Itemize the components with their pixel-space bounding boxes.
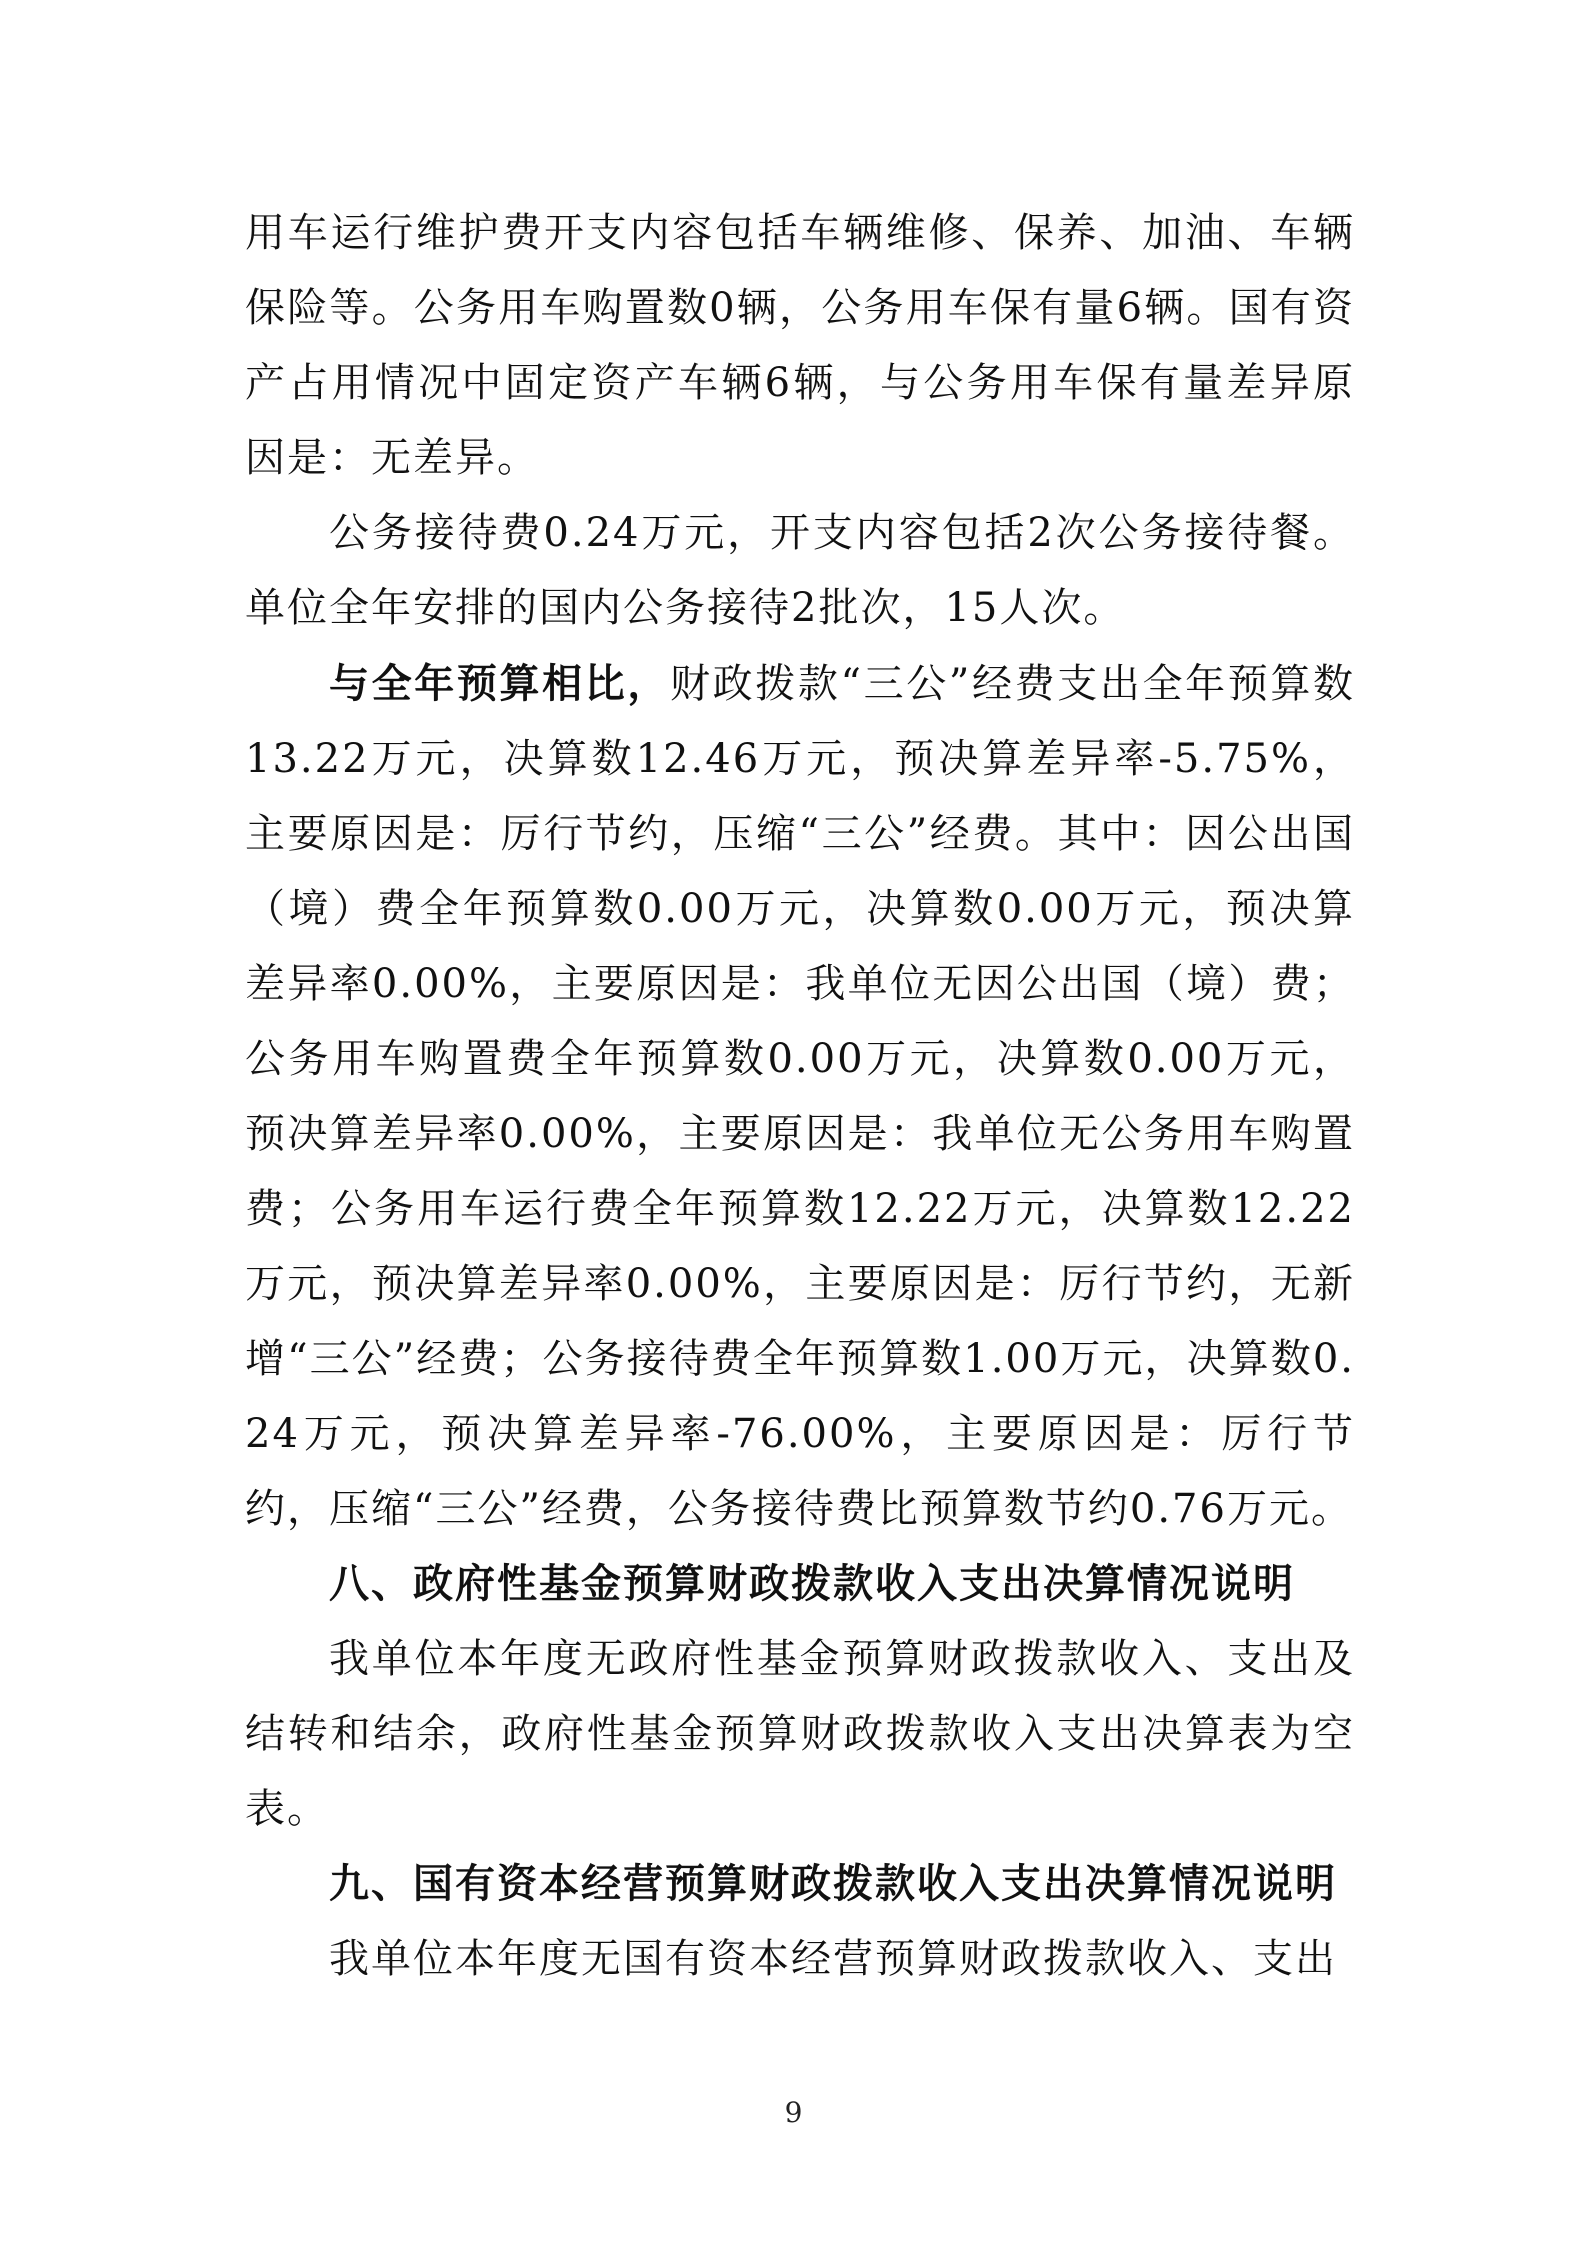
paragraph-vehicle-maintenance: 用车运行维护费开支内容包括车辆维修、保养、加油、车辆保险等。公务用车购置数0辆，公务用车保有量6辆。国有资产占用情况中固定资产车辆6辆，与公务用车保有量差异原因是：无差异。 <box>245 210 1355 481</box>
paragraph-budget-comparison-body: 财政拨款“三公”经费支出全年预算数13.22万元，决算数12.46万元，预决算差异率-5.75%，主要原因是：厉行节约，压缩“三公”经费。其中：因公出国（境）费全年预算数0.00万元，决算数0.00万元，预决算差异率0.00%，主要原因是：我单位无因公出国（境）费；公务用车购置费全年预算数0.00万元，决算数0.00万元，预决算差异率0.00%，主要原因是：我单位无公务用车购置费；公务用车运行费全年预算数12.22万元，决算数12.22万元，预决算差异率0.00%，主要原因是：厉行节约，无新增“三公”经费；公务接待费全年预算数1.00万元，决算数0.24万元，预决算差异率-76.00%，主要原因是：厉行节约，压缩“三公”经费，公务接待费比预算数节约0.76万元。 <box>245 661 1355 1532</box>
paragraph-budget-comparison-lead: 与全年预算相比， <box>329 660 671 707</box>
section-heading-8: 八、政府性基金预算财政拨款收入支出决算情况说明 <box>329 1561 1295 1607</box>
paragraph-state-capital: 我单位本年度无国有资本经营预算财政拨款收入、支出 <box>329 1936 1337 1982</box>
paragraph-reception-fee: 公务接待费0.24万元，开支内容包括2次公务接待餐。单位全年安排的国内公务接待2批次，15人次。 <box>245 510 1355 631</box>
paragraph-budget-comparison <box>245 646 1355 1547</box>
page-number: 9 <box>784 2096 803 2129</box>
section-heading-9: 九、国有资本经营预算财政拨款收入支出决算情况说明 <box>329 1861 1337 1907</box>
page-content <box>245 196 1355 1997</box>
paragraph-government-fund: 我单位本年度无政府性基金预算财政拨款收入、支出及结转和结余，政府性基金预算财政拨款收入支出决算表为空表。 <box>245 1636 1355 1832</box>
